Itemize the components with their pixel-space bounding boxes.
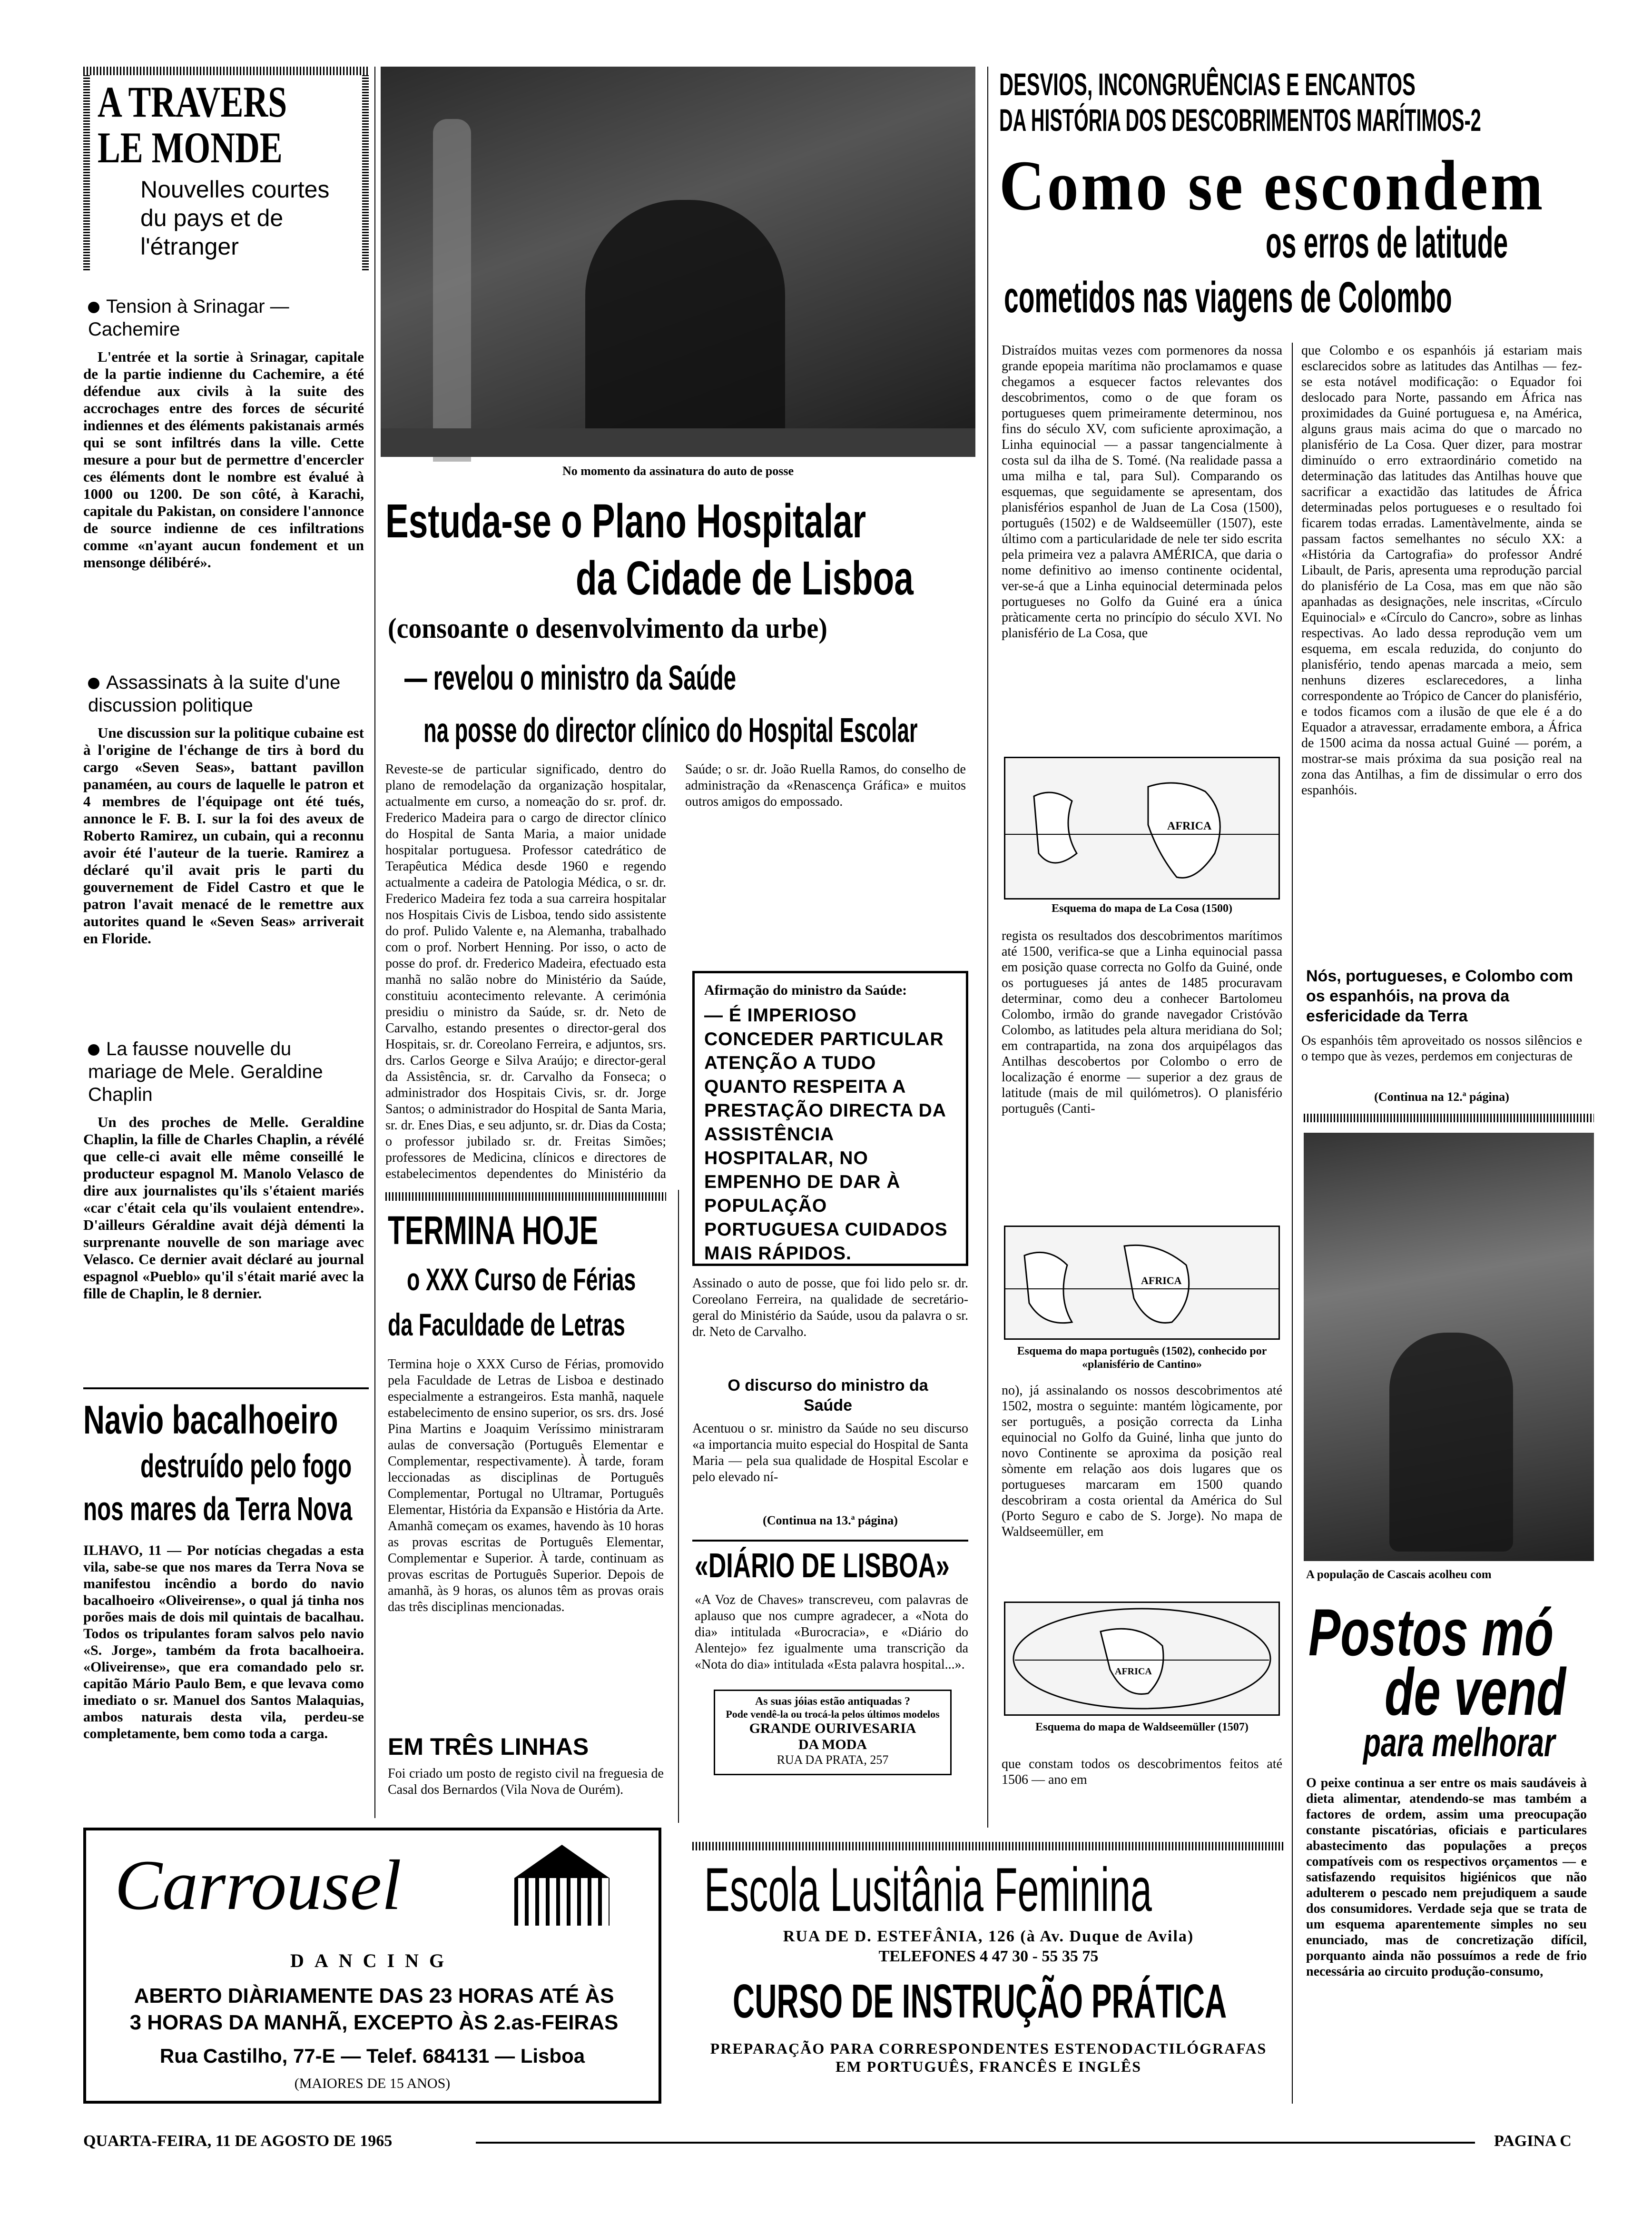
escola-address: RUA DE D. ESTEFÂNIA, 126 (à Av. Duque de Avila) [783, 1928, 1194, 1945]
cascais-photo [1304, 1133, 1594, 1561]
ourivesaria-ad [714, 1690, 952, 1775]
monde-title-1: A TRAVERS [98, 78, 287, 126]
cascais-headline-1: Postos mó [1308, 1595, 1554, 1670]
colombo-col2-heading: Nós, portugueses, e Colombo com os espanhóis, na prova da esfericidade da Terra [1306, 967, 1573, 1025]
column-rule-3 [678, 1190, 679, 1823]
colombo-col1-b: regista os resultados dos descobrimentos marítimos até 1500, verifica-se que a Linha equinocial passa em posição quase correcta no Golfo da Guiné, onde os portugueses já antes de 1485 procuravam determinar, como deu a conhecer Bartolomeu Colombo, irmão do grande navegador Cristóvão Colombo, as latitudes pela altura meridiana do Sol; em contrapartida, na zona dos arquipélagos das Antilhas descobertos por Colombo o erro de localização é enorme — superior a dez graus de latitude (mais de mil quilómetros). O planisfério português (Canti- [1002, 929, 1282, 1116]
ourivesaria-line5: RUA DA PRATA, 257 [777, 1753, 889, 1767]
ceremony-photo [381, 67, 975, 457]
termina-body: Termina hoje o XXX Curso de Férias, promovido pela Faculdade de Letras de Lisboa e destinado especialmente a estrangeiros. Esta manhã, naquele estabelecimento de ensino superior, os srs. drs. José Pina Martins e Joaquim Veríssimo ministraram aulas de conversação (Português Elementar e Complementar, respectivamente). À tarde, foram leccionadas as disciplinas de Português Complementar, Portugal no Ultramar, Português Elementar, História da Expansão e História da Arte. Amanhã começam os exames, havendo às 10 horas as provas escritas de Português Elementar, Complementar e Superior. À tarde, continuam as provas escritas de Português Superior. Depois de amanhã, às 9 horas, os alunos têm as provas orais das três disciplinas mencionadas. [388, 1357, 664, 1614]
navio-body: ILHAVO, 11 — Por notícias chegadas a esta vila, sabe-se que nos mares da Terra Nova se manifestou incêndio a bordo do navio bacalhoeiro «Oliveirense», o qual já tinha nos porões mais de dois mil quintais de bacalhau. Todos os tripulantes foram salvos pelo navio «S. Jorge», também da frota bacalhoeira. «Oliveirense», que era comandado pelo sr. capitão Mário Paulo Bem, e que levava como imediato o sr. Manuel dos Santos Malaquias, ambos naturais desta vila, perdeu-se completamente, bem como toda a carga. [83, 1543, 364, 1741]
map-waldseemuller-label: AFRICA [1115, 1666, 1152, 1677]
monde-header-box [83, 67, 369, 271]
monde-item-1-heading: Tension à Srinagar — Cachemire [88, 296, 289, 340]
plano-body-1: Reveste-se de particular significado, dentro do plano de remodelação da organização hospitalar, actualmente em curso, a nomeação do sr. prof. dr. Frederico Madeira para o cargo de director clínico do Hospital de Santa Maria, a maior unidade hospitalar portuguesa. Professor catedrático de Terapêutica Médica desde 1960 e regendo actualmente a cadeira de Patologia Médica, o sr. dr. Frederico Madeira fez toda a sua carreira hospitalar nos Hospitais Civis de Lisboa, tendo sido assistente do prof. Pulido Valente e, na Alemanha, trabalhado com o prof. Norbert Henning. Por isso, o acto de posse do prof. dr. Frederico Madeira, efectuado esta manhã no salão nobre do Ministério da Saúde, constituiu acontecimento relevante. A cerimónia presidiu o ministro da Saúde, sr. dr. Neto de Carvalho, estando presentes o director-geral dos Hospitais, sr. dr. Coreolano Ferreira, e adjuntos, srs. drs. Carlos George e Silva Araújo; e director-geral da Assistência, sr. dr. Carvalho da Fonseca; o administrador dos Hospitais Civis, sr. dr. Jorge Santos; o administrador do Hospital de Santa Maria, sr. dr. Enes Dias, e seu adjunto, sr. dr. Dias da Costa; o professor jubilado sr. dr. Freitas Simões; professores de Medicina, clínicos e directores de estabelecimentos dependentes do Ministério da Saúde; o sr. dr. João Ruella Ramos, do conselho de administração da «Renascença Gráfica» e muitos outros amigos do empossado. [385, 762, 966, 1181]
monde-item-1-body: L'entrée et la sortie à Srinagar, capitale de la partie indienne du Cachemire, a été défendue aux civils à la suite des accrochages entre des forces de sécurité indiennes et des éléments pakistanais armés qui se sont infiltrés dans la ville. Cette mesure a pour but de permettre d'encercler ces éléments dont le nombre est évalué à 1000 ou 1200. De son côté, à Karachi, capitale du Pakistan, on considere l'annonce de source indienne de ces infiltrations comme «n'ayant aucun fondement et un mensonge délibéré». [83, 348, 364, 571]
bullet-icon [88, 678, 99, 689]
cascais-headline-3: para melhorar [1363, 1720, 1555, 1765]
bullet-icon [88, 302, 99, 313]
carrousel-ad [83, 1828, 661, 2104]
colombo-col1-d: que constam todos os descobrimentos feitos até 1506 — ano em [1002, 1757, 1282, 1787]
monde-title-2: LE MONDE [98, 123, 283, 172]
colombo-col2-a: que Colombo e os espanhóis já estariam mais esclarecidos sobre as latitudes das Antilhas — fez-se esta notável modificação: o Equador foi deslocado para Norte, passando em África nas proximidades da Guiné portuguesa e, na América, alguns graus mais acima do que o marcado no planisfério de La Cosa. Quer dizer, para mostrar diminuído o erro extraordinário cometido na determinação das latitudes das Antilhas houve que sacrificar a exactidão das latitudes de África determinadas pelos portugueses e o resultado foi ficarem todas erradas. Lamentàvelmente, ainda se passam factos semelhantes no século XX: a «História da Cartografia» do professor André Libault, de Paris, apresenta uma reprodução parcial do planisfério de La Cosa, mas em que não são apanhadas as designações, nele inscritas, «Círculo Equinocial» e «Círculo do Cancro», sobre as linhas respectivas. Ao lado dessa reprodução vem um esquema, em escala reduzida, do conjunto do planisfério, tendo apenas marcada a meio, sem nenhuns dizeres esclarecedores, a linha correspondente ao Trópico de Cancer do planisfério, e todos ficamos com a ilusão de que ele é a do Equador a atravessar, erradamente embora, a África de 1500 acima da nossa actual Guiné — porém, a mostrar-se mais próxima da sua posição real na zona das Antilhas, a fim de dissimular o erro dos espanhóis. [1301, 343, 1582, 798]
cascais-photo-caption: A população de Cascais acolheu com [1306, 1568, 1492, 1581]
carrousel-kind: DANCING [290, 1950, 455, 1971]
carrousel-address: Rua Castilho, 77-E — Telef. 684131 — Lisboa [159, 2045, 585, 2067]
minister-quote-heading: Afirmação do ministro da Saúde: [704, 982, 907, 998]
footer-rule-left [476, 2142, 1475, 2144]
colombo-headline-2: os erros de latitude [1266, 218, 1508, 267]
plano-headline-3: (consoante o desenvolvimento da urbe) [388, 613, 827, 644]
ourivesaria-line4: DA MODA [798, 1737, 867, 1752]
navio-top-rule [83, 1387, 369, 1389]
plano-body-3: Acentuou o sr. ministro da Saúde no seu discurso «a importancia muito especial do Hospital de Santa Maria — pela sua qualidade de Hospital Escolar e pelo elevado ní- [692, 1421, 968, 1484]
minister-quote-box [692, 971, 968, 1266]
signing-figure [585, 200, 785, 447]
colombo-col1-a: Distraídos muitas vezes com pormenores da nossa grande epopeia marítima não proclamamos e quase chegamos a esquecer factos relevantes dos descobrimentos, como o de que foram os portugueses quem primeiramente determinou, nos fins do século XV, com suficiente aproximação, a Linha equinocial — a passar tangencialmente à costa sul da ilha de S. Tomé. (Na realidade passa a uma milha e tal, para Sul). Comparando os esquemas, que seguidamente se apresentam, dos planisférios espanhol de Juan de La Cosa (1500), português (1502) e de Waldseemüller (1507), este último com a particularidade de nele ter sido escrita pela primeira vez a palavra AMÉRICA, que daria o nome definitivo ao imenso continente ocidental, ver-se-á que a Linha equinocial determinada pelos portugueses no Golfo da Guiné era a única pràticamente certa no princípio do século XVI. No planisfério de La Cosa, que [1002, 343, 1282, 641]
plano-continua: (Continua na 13.ª página) [763, 1513, 898, 1527]
plano-headline-4: — revelou o ministro da Saúde [404, 659, 737, 697]
navio-headline-1: Navio bacalhoeiro [83, 1397, 338, 1442]
escola-note: PREPARAÇÃO PARA CORRESPONDENTES ESTENODACTILÓGRAFAS EM PORTUGUÊS, FRANCÊS E INGLÊS [710, 2040, 1267, 2075]
monde-left-bar [83, 75, 90, 270]
diario-heading: «DIÁRIO DE LISBOA» [695, 1547, 950, 1585]
microphone-icon [433, 119, 471, 462]
map-waldseemuller-drawing [1005, 1603, 1278, 1714]
map-cantino-label: AFRICA [1141, 1275, 1182, 1286]
termina-headline-3: da Faculdade de Letras [388, 1307, 625, 1342]
carousel-tent-icon [505, 1845, 619, 1930]
map-la-cosa-label: AFRICA [1167, 820, 1212, 832]
map-cantino [1004, 1226, 1280, 1340]
monde-top-rule [83, 67, 369, 75]
colombo-col2-b: Os espanhóis têm aproveitado os nossos silêncios e o tempo que às vezes, perdemos em conjecturas de [1301, 1033, 1582, 1064]
monde-item-1 [83, 295, 364, 571]
tres-body: Foi criado um posto de registo civil na freguesia de Casal dos Bernardos (Vila Nova de Ourém). [388, 1766, 664, 1797]
footer-date: QUARTA-FEIRA, 11 DE AGOSTO DE 1965 [83, 2132, 402, 2150]
column-rule-4 [1292, 343, 1293, 2104]
table-surface [381, 428, 975, 457]
footer-page: PAGINA C [1485, 2132, 1572, 2150]
escola-phones: TELEFONES 4 47 30 - 55 35 75 [878, 1948, 1099, 1965]
navio-headline-2: destruído pelo fogo [140, 1447, 352, 1484]
plano-headline-2: da Cidade de Lisboa [576, 552, 914, 605]
termina-headline-1: TERMINA HOJE [388, 1208, 599, 1253]
map-waldseemuller [1004, 1602, 1280, 1716]
map-waldseemuller-caption: Esquema do mapa de Waldseemüller (1507) [1035, 1721, 1249, 1733]
diario-top-rule [692, 1540, 968, 1542]
map-la-cosa-drawing [1005, 758, 1278, 898]
cascais-top-rule [1304, 1114, 1594, 1122]
monde-item-3-heading: La fausse nouvelle du mariage de Mele. Geraldine Chaplin [88, 1038, 323, 1105]
crowd-figure [1389, 1333, 1513, 1552]
tres-heading: EM TRÊS LINHAS [388, 1733, 589, 1760]
monde-right-bar [362, 75, 369, 270]
colombo-headline-3: cometidos nas viagens de Colombo [1004, 273, 1452, 322]
colombo-kicker-2: DA HISTÓRIA DOS DESCOBRIMENTOS MARÍTIMOS-2 [999, 102, 1481, 138]
ourivesaria-line2: Pode vendê-la ou trocá-la pelos últimos modelos [726, 1708, 940, 1720]
ourivesaria-line3: GRANDE OURIVESARIA [749, 1721, 916, 1736]
carrousel-logo: Carrousel [115, 1846, 402, 1925]
ourivesaria-line1: As suas jóias estão antiquadas ? [755, 1695, 911, 1708]
plano-headline-1: Estuda-se o Plano Hospitalar [385, 494, 866, 548]
monde-item-2-body: Une discussion sur la politique cubaine est à l'origine de l'échange de tirs à bord du cargo «Seven Seas», battant pavillon panaméen, au cours de laquelle le patron et 4 membres de l'équipage ont été tués, annonce le F. B. I. sur la foi des aveux de Roberto Ramirez, un cubain, qui a reconnu avoir été l'auteur de la tuerie. Ramirez a déclaré qu'il avait pris le parti du gouvernement de Fidel Castro et que le patron l'avait menacé de le remettre aux autorites quand le «Seven Seas» arriverait en Floride. [83, 724, 364, 947]
escola-name: Escola Lusitânia Feminina [704, 1855, 1152, 1924]
escola-course: CURSO DE INSTRUÇÃO PRÁTICA [733, 1975, 1227, 2028]
map-la-cosa [1004, 757, 1280, 900]
map-la-cosa-caption: Esquema do mapa de La Cosa (1500) [1051, 902, 1233, 915]
ceremony-photo-caption: No momento da assinatura do auto de posse [562, 464, 794, 478]
carrousel-note: (MAIORES DE 15 ANOS) [294, 2076, 451, 2091]
monde-subtitle: Nouvelles courtes du pays et de l'étranger [140, 176, 330, 260]
map-cantino-drawing [1005, 1227, 1278, 1338]
colombo-headline-1: Como se escondem [999, 146, 1545, 225]
plano-body-2: Assinado o auto de posse, que foi lido pelo sr. dr. Coreolano Ferreira, na qualidade de secretário-geral do Ministério da Saúde, usou da palavra o sr. dr. Neto de Carvalho. [692, 1276, 968, 1339]
plano-headline-5: na posse do director clínico do Hospital Escolar [423, 712, 918, 750]
carrousel-hours: ABERTO DIÀRIAMENTE DAS 23 HORAS ATÉ ÀS 3 HORAS DA MANHÃ, EXCEPTO ÀS 2.as-FEIRAS [129, 1984, 619, 2034]
termina-top-rule [385, 1192, 666, 1201]
termina-headline-2: o XXX Curso de Férias [407, 1262, 636, 1297]
column-rule-1 [374, 67, 375, 1818]
diario-body: «A Voz de Chaves» transcreveu, com palavras de aplauso que nos cumpre agradecer, a «Nota do dia» intitulada «Burocracia», e «Diário do Alentejo» fez igualmente uma transcrição da «Nota do dia» intitulada «Esta palavra hospital...». [695, 1592, 968, 1672]
bullet-icon [88, 1044, 99, 1056]
colombo-col1-c: no), já assinalando os nossos descobrimentos até 1502, mostra o seguinte: mantém lògicamente, por ser português, a posição correcta da Linha equinocial no Golfo da Guiné, linha que junto do novo Continente se aproxima da posição real sòmente em relação aos dois lugares que os portugueses marcaram em 1500 quando descobriram a costa oriental da América do Sul (Porto Seguro e cabo de S. Jorge). No mapa de Waldseemüller, em [1002, 1383, 1282, 1539]
monde-item-2-heading: Assassinats à la suite d'une discussion politique [88, 672, 341, 716]
escola-top-rule [692, 1842, 1285, 1850]
cascais-body: O peixe continua a ser entre os mais saudáveis à dieta alimentar, atendendo-se mas também a factores de ordem, assim uma preocupação constante piscatórias, oficiais e particulares abastecimento das populações a preços compatíveis com os respectivos orçamentos — e satisfazendo requisitos higiénicos que não adulterem o pescado nem prejudiquem a saude dos consumidores. Verdade seja que se trata de um esquema aparentemente simples no seu enunciado, mas de concretização difícil, porquanto ainda não possuímos a rede de frio necessária ao circuito produção-consumo, [1306, 1776, 1587, 1979]
minister-quote-text: — É IMPERIOSO CONCEDER PARTICULAR ATENÇÃO A TUDO QUANTO RESPEITA A PRESTAÇÃO DIRECTA DA ASSISTÊNCIA HOSPITALAR, NO EMPENHO DE DAR À POPULAÇÃO PORTUGUESA CUIDADOS MAIS RÁPIDOS. [704, 1005, 948, 1264]
column-rule-2 [987, 67, 988, 1828]
map-cantino-caption: Esquema do mapa português (1502), conhecido por «planisfério de Cantino» [1017, 1345, 1267, 1371]
monde-item-3 [83, 1038, 364, 1302]
plano-subheading: O discurso do ministro da Saúde [728, 1376, 928, 1414]
navio-headline-3: nos mares da Terra Nova [83, 1490, 353, 1527]
monde-item-3-body: Un des proches de Melle. Geraldine Chaplin, la fille de Charles Chaplin, a révélé que celle-ci avait elle même conseillé le producteur espagnol M. Manolo Velasco de dire aux journalistes qu'ils s'étaient mariés «car c'était cela qu'ils voulaient entendre». D'ailleurs Géraldine avait déjà démenti la surprenante nouvelle de son mariage avec Velasco. Ce dernier avait déclaré au journal espagnol «Pueblo» qu'il s'était marié avec la fille de Chaplin, le 8 dernier. [83, 1114, 364, 1302]
colombo-continua: (Continua na 12.ª página) [1374, 1090, 1509, 1104]
monde-item-2 [83, 671, 364, 947]
colombo-kicker-1: DESVIOS, INCONGRUÊNCIAS E ENCANTOS [999, 67, 1416, 102]
cascais-headline-2: de vend [1385, 1654, 1566, 1729]
